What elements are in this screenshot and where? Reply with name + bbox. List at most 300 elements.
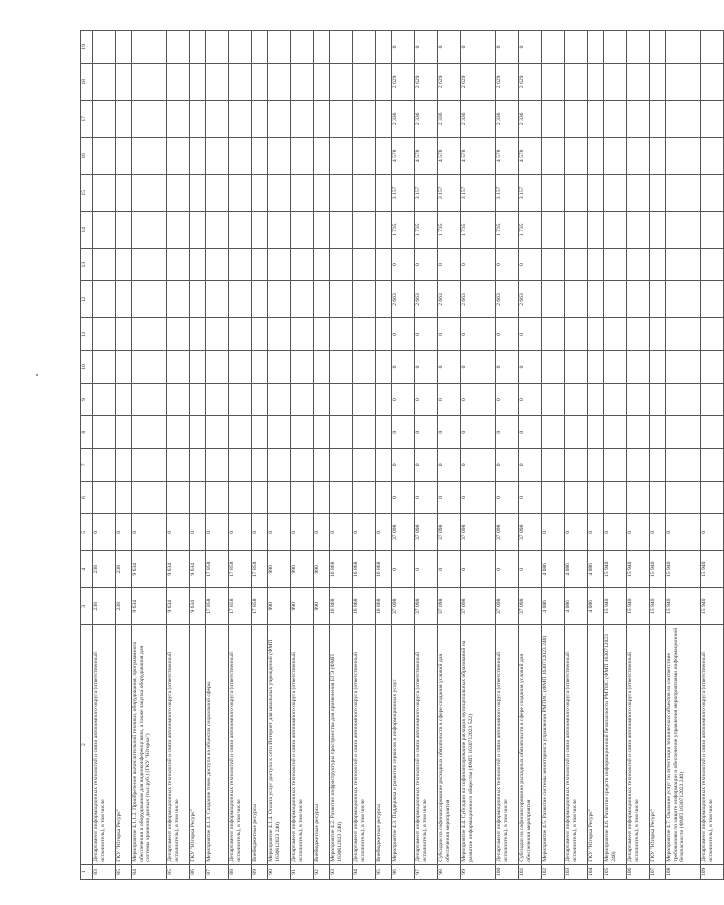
value-cell [132,481,167,514]
table-row [496,31,519,880]
table-row [167,31,190,880]
value-cell [93,31,116,64]
value-cell [330,174,353,211]
row-number-cell: 100 [496,864,519,879]
row-number-cell: 104 [588,864,604,879]
value-cell [93,137,116,174]
value-cell: 0 [415,449,438,482]
value-cell [565,351,588,384]
table-row [268,31,291,880]
value-cell [116,416,132,449]
row-name-cell: Департамент информационных технологий и связи автономного округа (ответственный исполнитель), в том числе [167,625,190,864]
value-cell [229,63,252,100]
value-cell: 0 [392,351,415,384]
value-cell [376,31,392,64]
value-cell [701,248,724,281]
header-cell: 8 [81,416,93,449]
value-cell: 0 [438,481,461,514]
value-cell: 0 [496,416,519,449]
value-cell [542,416,565,449]
value-cell: 990 [291,551,314,588]
value-cell [376,63,392,100]
value-cell [314,449,330,482]
value-cell [330,100,353,137]
table-body [81,31,724,880]
value-cell [206,63,229,100]
table-row [353,31,376,880]
value-cell: 2 663 [438,281,461,318]
value-cell [268,281,291,318]
value-cell [650,174,666,211]
value-cell [132,383,167,416]
value-cell [330,351,353,384]
value-cell: 0 [415,31,438,64]
value-cell [314,63,330,100]
value-cell [167,100,190,137]
header-cell: 19 [81,31,93,64]
value-cell: 37 098 [461,514,496,551]
table-row [542,31,565,880]
value-cell [314,137,330,174]
value-cell [353,248,376,281]
value-cell [627,351,650,384]
value-cell: 0 [229,514,252,551]
value-cell [268,449,291,482]
table-row [190,31,206,880]
table-row [116,31,132,880]
value-cell [565,248,588,281]
row-number-cell: 87 [206,864,229,879]
value-cell: 3 157 [415,174,438,211]
value-cell: 15 940 [666,551,701,588]
value-cell: 0 [415,383,438,416]
value-cell [701,211,724,248]
header-cell: 5 [81,514,93,551]
value-cell: 2 663 [519,281,542,318]
row-name-cell: Мероприятие 4.1.4. Оплата услуг доступа к сети Интернет для школьных учреждений (ФМП 1630612023 240) [268,625,291,864]
value-cell: 16 868 [376,588,392,625]
value-cell: 4 086 [542,551,565,588]
value-cell: 0 [519,449,542,482]
row-number-cell: 86 [190,864,206,879]
value-cell: 37 098 [392,588,415,625]
value-cell [650,281,666,318]
value-cell: 0 [190,514,206,551]
value-cell: 0 [392,416,415,449]
value-cell [666,137,701,174]
value-cell [542,248,565,281]
value-cell: 9 634 [167,588,190,625]
row-number-cell: 107 [650,864,666,879]
value-cell [701,63,724,100]
value-cell [588,481,604,514]
value-cell [268,211,291,248]
value-cell: 37 098 [392,514,415,551]
value-cell: 2 629 [461,63,496,100]
value-cell: 2 336 [496,100,519,137]
value-cell [542,100,565,137]
value-cell [190,137,206,174]
value-cell [167,449,190,482]
value-cell [542,383,565,416]
table-row [314,31,330,880]
value-cell [206,248,229,281]
row-name-cell: Департамент информационных технологий и связи автономного округа (ответственный исполнитель), в том числе [353,625,376,864]
value-cell: 0 [415,318,438,351]
row-name-cell: Департамент информационных технологий и связи автономного округа (ответственный исполнитель), в том числе [701,625,724,864]
value-cell: 37 098 [519,514,542,551]
value-cell: 37 098 [496,588,519,625]
value-cell: 0 [496,351,519,384]
value-cell: 0 [438,351,461,384]
value-cell [167,318,190,351]
value-cell: 2 663 [496,281,519,318]
row-name-cell: Внебюджетные ресурсы [376,625,392,864]
value-cell [93,481,116,514]
row-name-cell: Департамент информационных технологий и связи автономного округа (ответственный исполнитель), в том числе [627,625,650,864]
value-cell: 0 [496,481,519,514]
value-cell [167,248,190,281]
value-cell [376,416,392,449]
value-cell: 0 [206,514,229,551]
value-cell [627,137,650,174]
value-cell [252,211,268,248]
row-name-cell: Департамент информационных технологий и связи автономного округа (ответственный исполнитель), в том числе [93,625,116,864]
header-cell: 12 [81,281,93,318]
value-cell: 0 [392,449,415,482]
row-number-cell: 83 [93,864,116,879]
table-row [701,31,724,880]
value-cell [353,449,376,482]
value-cell [542,318,565,351]
row-name-cell: Департамент информационных технологий и связи автономного округа (ответственный исполнитель), в том числе [291,625,314,864]
value-cell [565,63,588,100]
value-cell: 0 [519,248,542,281]
value-cell: 0 [461,31,496,64]
row-number-cell: 106 [627,864,650,879]
row-name-cell: ГКУ "Югорка Ресурс" [588,625,604,864]
value-cell [627,481,650,514]
value-cell [190,383,206,416]
header-cell: 10 [81,351,93,384]
value-cell: 2 629 [519,63,542,100]
value-cell [376,100,392,137]
value-cell [565,137,588,174]
value-cell [229,137,252,174]
value-cell [167,174,190,211]
value-cell: 0 [438,551,461,588]
value-cell: 0 [392,383,415,416]
row-name-cell: Мероприятие 4.4. Субсидии на софинансирование расходов муниципальных образований на развитие информационного общества (ФМП 1630712023 522) [461,625,496,864]
value-cell [650,248,666,281]
value-cell: 0 [415,248,438,281]
value-cell [167,31,190,64]
value-cell: 0 [438,449,461,482]
value-cell: 1 735 [461,211,496,248]
value-cell [167,281,190,318]
row-name-cell: Департамент информационных технологий и связи автономного округа (ответственный исполнитель), в том числе [565,625,588,864]
value-cell: 0 [701,514,724,551]
value-cell [650,31,666,64]
value-cell [565,449,588,482]
value-cell: 0 [461,248,496,281]
value-cell: 4 578 [438,137,461,174]
value-cell: 0 [268,514,291,551]
rotated-table-wrapper [80,30,714,880]
value-cell: 2 663 [392,281,415,318]
value-cell: 0 [415,416,438,449]
value-cell [666,281,701,318]
value-cell [291,416,314,449]
value-cell: 0 [496,383,519,416]
value-cell: 0 [496,449,519,482]
value-cell: 17 858 [206,551,229,588]
value-cell [291,449,314,482]
value-cell [190,318,206,351]
row-name-cell: Субсидии на софинансирование расходных обязательств в сфере создания условий для обеспечения мероприятия [438,625,461,864]
value-cell: 15 940 [604,551,627,588]
value-cell [650,63,666,100]
value-cell [132,449,167,482]
value-cell [376,174,392,211]
value-cell [604,281,627,318]
value-cell: 4 086 [565,551,588,588]
value-cell: 2 663 [415,281,438,318]
header-cell: 13 [81,248,93,281]
table-row [291,31,314,880]
value-cell [291,63,314,100]
value-cell [330,416,353,449]
value-cell [330,281,353,318]
value-cell [330,211,353,248]
value-cell [132,318,167,351]
value-cell: 0 [519,551,542,588]
value-cell: 0 [116,514,132,551]
row-name-cell: Мероприятие 4.2. Развитие инфраструктуры пространства для применения ЕГЭ (ФМП 1630612023 240) [330,625,353,864]
value-cell: 3 157 [392,174,415,211]
value-cell [116,318,132,351]
value-cell [330,248,353,281]
value-cell [93,174,116,211]
value-cell: 4 578 [496,137,519,174]
header-cell: 6 [81,481,93,514]
value-cell [116,174,132,211]
value-cell [376,449,392,482]
value-cell [291,248,314,281]
value-cell: 15 940 [701,551,724,588]
value-cell: 0 [461,318,496,351]
value-cell [565,481,588,514]
value-cell [588,416,604,449]
value-cell [252,31,268,64]
value-cell [229,416,252,449]
value-cell [252,100,268,137]
value-cell [376,383,392,416]
value-cell [116,248,132,281]
value-cell [206,174,229,211]
value-cell [353,174,376,211]
row-name-cell: ГКУ "Югорка Ресурс" [190,625,206,864]
value-cell [229,31,252,64]
value-cell [353,211,376,248]
value-cell: 2 336 [519,100,542,137]
value-cell [252,63,268,100]
value-cell [291,31,314,64]
value-cell [132,416,167,449]
value-cell [291,481,314,514]
value-cell: 15 940 [604,588,627,625]
value-cell [132,63,167,100]
value-cell [190,416,206,449]
table-row [93,31,116,880]
value-cell [229,481,252,514]
value-cell [627,318,650,351]
value-cell [116,281,132,318]
value-cell: 0 [519,416,542,449]
row-number-cell: 93 [330,864,353,879]
header-cell: 18 [81,63,93,100]
header-cell: 9 [81,383,93,416]
row-number-cell: 88 [229,864,252,879]
value-cell: 0 [167,514,190,551]
value-cell: 0 [392,31,415,64]
value-cell: 0 [252,514,268,551]
value-cell: 0 [392,551,415,588]
row-name-cell: Департамент информационных технологий и связи автономного округа (ответственный исполнитель), в том числе [415,625,438,864]
value-cell [330,318,353,351]
value-cell [330,449,353,482]
value-cell: 0 [415,481,438,514]
value-cell [353,137,376,174]
value-cell [291,383,314,416]
value-cell [206,383,229,416]
value-cell: 238 [116,551,132,588]
value-cell [330,481,353,514]
value-cell [132,281,167,318]
value-cell [376,481,392,514]
value-cell [116,481,132,514]
value-cell [542,351,565,384]
value-cell [666,318,701,351]
value-cell [604,416,627,449]
value-cell [701,318,724,351]
value-cell [93,351,116,384]
value-cell: 4 578 [415,137,438,174]
row-name-cell: ГКУ "Югорка Ресурс" [650,625,666,864]
value-cell [291,211,314,248]
value-cell [268,351,291,384]
value-cell: 990 [314,588,330,625]
value-cell [268,248,291,281]
value-cell: 0 [604,514,627,551]
value-cell [206,31,229,64]
table-row [565,31,588,880]
value-cell [314,318,330,351]
value-cell [206,100,229,137]
row-number-cell: 99 [461,864,496,879]
value-cell: 0 [132,514,167,551]
table-row [666,31,701,880]
value-cell [353,318,376,351]
value-cell [291,137,314,174]
value-cell [291,100,314,137]
table-row [604,31,627,880]
table-row [519,31,542,880]
value-cell [650,211,666,248]
value-cell [627,449,650,482]
value-cell [604,449,627,482]
value-cell [666,174,701,211]
row-number-cell: 89 [252,864,268,879]
value-cell: 4 086 [588,588,604,625]
value-cell [314,211,330,248]
header-cell: 4 [81,551,93,588]
value-cell [190,248,206,281]
value-cell [565,174,588,211]
value-cell [666,100,701,137]
value-cell: 0 [461,449,496,482]
value-cell [132,174,167,211]
value-cell [190,281,206,318]
value-cell [206,281,229,318]
value-cell: 4 578 [519,137,542,174]
value-cell [132,351,167,384]
value-cell [167,211,190,248]
value-cell [701,449,724,482]
value-cell [376,281,392,318]
value-cell [627,31,650,64]
table-row [438,31,461,880]
value-cell: 1 735 [496,211,519,248]
row-name-cell: Мероприятие 4.1.1.2. Приобретение вычислительной техники, оборудования, программного обеспечения и оборудования для видеоконференцсвязи, а также закупка оборудования для системы хранения данных (тыс.руб.) (ГКУ "Югорка") [132,625,167,864]
value-cell [252,137,268,174]
value-cell [588,318,604,351]
value-cell [376,248,392,281]
value-cell: 0 [392,481,415,514]
table-row [650,31,666,880]
value-cell: 2 336 [392,100,415,137]
value-cell [604,174,627,211]
row-number-cell: 92 [314,864,330,879]
value-cell [116,383,132,416]
value-cell [565,416,588,449]
value-cell [666,383,701,416]
value-cell [229,100,252,137]
value-cell [701,100,724,137]
value-cell: 2 629 [392,63,415,100]
value-cell: 16 868 [330,588,353,625]
value-cell: 0 [376,514,392,551]
value-cell [666,481,701,514]
value-cell: 9 634 [190,588,206,625]
value-cell: 2 629 [438,63,461,100]
value-cell: 0 [519,481,542,514]
value-cell: 9 634 [132,588,167,625]
value-cell [604,481,627,514]
value-cell: 0 [542,514,565,551]
value-cell: 990 [291,588,314,625]
value-cell [542,137,565,174]
value-cell [542,281,565,318]
value-cell [190,211,206,248]
row-name-cell: Мероприятие 4.5. Развитие системы мониторинга управления РМТИС (ФМП 1630712023 240) [542,625,565,864]
value-cell: 4 086 [565,588,588,625]
value-cell [588,383,604,416]
value-cell [314,174,330,211]
row-number-cell: 109 [701,864,724,879]
value-cell [565,318,588,351]
value-cell: 238 [116,588,132,625]
